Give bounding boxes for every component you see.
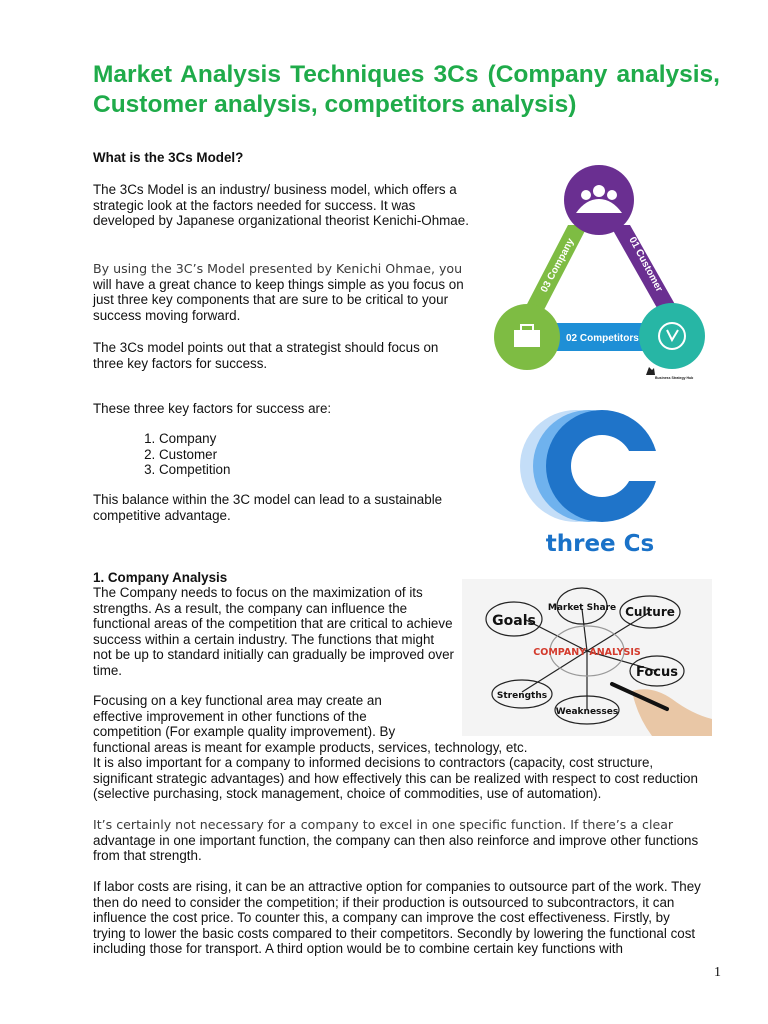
competitors-circle [639,303,705,369]
paragraph-intro: The 3Cs Model is an industry/ business model, which offers a strategic look at the factors needed for success. It was developed by Japanese organizational theorist Kenichi-Ohmae. [93,182,469,229]
paragraph-ohmae [93,261,471,323]
list-item: 3. Competition [159,462,230,478]
paragraph-company-3: It is also important for a company to informed decisions to contractors (capacity, cost structure, significant strategic advantages) and how effectively this can be realized with respect to cost reduction (selective purchasing, stock management, choice of commodities, use of automation). [93,755,698,802]
chess-knight-icon [646,367,655,375]
market-share-node: Market Share [547,603,617,613]
question-heading: What is the 3Cs Model? [93,150,244,165]
3cs-triangle-figure [483,155,715,393]
paragraph-company-2a: Focusing on a key functional area may create an effective improvement in other functions of the competition (For example quality improvement). By [93,693,396,740]
goals-node: Goals [492,613,536,629]
section-heading-company-analysis: 1. Company Analysis [93,570,228,585]
paragraph-company-1: The Company needs to focus on the maximization of its strengths. As a result, the company can influence the functional areas of the competition that are critical to achieve success within a certain industry. The functions that might not be up to standard initially can gradually be improved over time. [93,585,455,678]
three-cs-logo-figure [518,396,683,564]
brand-text: Business Strategy Hub [655,376,694,380]
document-title: Market Analysis Techniques 3Cs (Company analysis, Customer analysis, competitors analysis) [93,61,720,118]
paragraph-focus: The 3Cs model points out that a strategist should focus on three key factors for success. [93,340,439,371]
company-analysis-center: COMPANY ANALYSIS [533,647,641,658]
briefcase-icon [514,330,540,347]
list-item: 2. Customer [159,447,230,463]
page-number: 1 [714,965,721,980]
paragraph-company-4-lead: It’s certainly not necessary for a company to excel in one specific function. If there’s a clear [93,817,674,832]
customer-label: 01 Customer [626,235,665,294]
list-item: 1. Company [159,431,230,447]
paragraph-company-5: If labor costs are rising, it can be an attractive option for companies to outsource part of the work. They then do need to consider the competition; if their production is outsourced to subcontractors, it can influence the cost price. To counter this, a company can improve the cost effectiveness. Firstly, by trying to lower the basic costs compared to their competitors. Secondly by lowering the functional cost including those for transport. A third option would be to combine certain key functions with [93,879,701,957]
paragraph-company-2b: functional areas is meant for example products, services, technology, etc. [93,740,528,755]
paragraph-ohmae-rest: will have a great chance to keep things simple as you focus on just three key components that are sure to be critical to your success moving forward. [93,276,464,323]
company-analysis-figure [462,579,712,736]
factor-list [93,431,230,478]
paragraph-company-4-rest: advantage in one important function, the company can then also reinforce and improve other functions from that strength. [93,832,699,864]
culture-node: Culture [625,605,675,619]
paragraph-ohmae-lead: By using the 3C’s Model presented by Kenichi Ohmae, you [93,261,463,276]
strengths-node: Strengths [496,691,548,701]
paragraph-factors-intro: These three key factors for success are: [93,401,332,416]
paragraph-balance: This balance within the 3C model can lead to a sustainable competitive advantage. [93,492,443,523]
weaknesses-node: Weaknesses [555,707,619,717]
three-cs-caption: three Cs [545,531,655,557]
competitors-label: 02 Competitors [566,333,639,344]
company-label: 03 Company [538,236,577,295]
focus-node: Focus [636,665,678,680]
paragraph-company-4 [93,817,703,864]
